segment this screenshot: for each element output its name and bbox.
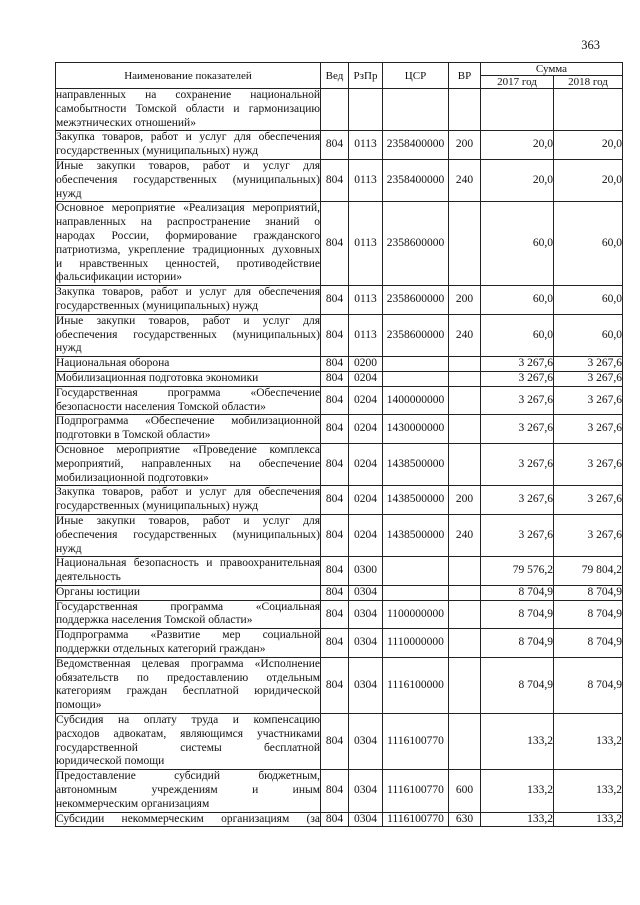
rzpr-cell: 0200 xyxy=(349,357,383,372)
row-name-line: направленных на распространение знаний о xyxy=(56,216,320,229)
csr-cell xyxy=(383,89,449,131)
rzpr-cell: 0113 xyxy=(349,202,383,286)
table-row xyxy=(56,202,623,286)
ved-cell: 804 xyxy=(321,443,349,485)
rzpr-cell: 0204 xyxy=(349,514,383,556)
table-row xyxy=(56,629,623,658)
row-name-line: нужд xyxy=(56,342,82,355)
header-2018: 2018 год xyxy=(554,76,623,89)
row-name-line: нужд xyxy=(56,542,82,555)
vr-cell xyxy=(449,585,481,600)
vr-cell xyxy=(449,415,481,444)
sum-2018-cell: 3 267,6 xyxy=(554,486,623,515)
table-row xyxy=(56,486,623,515)
ved-cell: 804 xyxy=(321,770,349,812)
row-name-cell xyxy=(56,557,321,586)
rzpr-cell xyxy=(349,89,383,131)
row-name-line: Субсидии некоммерческим организациям (за xyxy=(56,812,320,825)
row-name-line: Предоставление субсидий бюджетным, xyxy=(56,770,320,783)
row-name-line: категориям граждан бесплатной юридической xyxy=(56,685,320,698)
ved-cell: 804 xyxy=(321,371,349,386)
row-name-cell xyxy=(56,314,321,356)
sum-2018-cell: 8 704,9 xyxy=(554,657,623,713)
sum-2018-cell: 60,0 xyxy=(554,202,623,286)
row-name-line: государственных (муниципальных) нужд xyxy=(56,500,259,513)
table-row xyxy=(56,514,623,556)
sum-2017-cell: 8 704,9 xyxy=(481,585,554,600)
header-2017: 2017 год xyxy=(481,76,554,89)
sum-2017-cell: 79 576,2 xyxy=(481,557,554,586)
row-name-cell xyxy=(56,357,321,372)
row-name-line: Закупка товаров, работ и услуг для обеспечения xyxy=(56,131,320,144)
row-name-line: Иные закупки товаров, работ и услуг для xyxy=(56,159,320,172)
rzpr-cell: 0204 xyxy=(349,386,383,415)
row-name-line: государственной системы бесплатной xyxy=(56,741,320,754)
sum-2018-cell: 20,0 xyxy=(554,131,623,160)
row-name-line: обеспечения государственных (муниципальных) xyxy=(56,528,320,541)
header-vr: ВР xyxy=(449,63,481,89)
table-row xyxy=(56,657,623,713)
sum-2017-cell: 8 704,9 xyxy=(481,629,554,658)
csr-cell xyxy=(383,557,449,586)
rzpr-cell: 0304 xyxy=(349,714,383,770)
rzpr-cell: 0304 xyxy=(349,629,383,658)
row-name-line: расходов адвокатам, являющимся участниками xyxy=(56,727,320,740)
ved-cell: 804 xyxy=(321,714,349,770)
table-row xyxy=(56,371,623,386)
vr-cell: 630 xyxy=(449,812,481,827)
ved-cell: 804 xyxy=(321,314,349,356)
row-name-line: самобытности Томской области и гармонизацию xyxy=(56,102,320,115)
vr-cell xyxy=(449,557,481,586)
sum-2017-cell: 3 267,6 xyxy=(481,357,554,372)
row-name-line: обеспечения государственных (муниципальных) xyxy=(56,328,320,341)
table-row xyxy=(56,600,623,629)
ved-cell: 804 xyxy=(321,629,349,658)
sum-2017-cell: 133,2 xyxy=(481,770,554,812)
row-name-line: Закупка товаров, работ и услуг для обеспечения xyxy=(56,486,320,499)
csr-cell: 2358600000 xyxy=(383,202,449,286)
sum-2017-cell: 60,0 xyxy=(481,314,554,356)
row-name-line: Государственная программа «Обеспечение xyxy=(56,386,320,399)
row-name-cell xyxy=(56,812,321,827)
table-row xyxy=(56,357,623,372)
row-name-cell xyxy=(56,585,321,600)
row-name-line: мероприятий, направленных на обеспечение xyxy=(56,457,320,470)
row-name-line: некоммерческим организациям xyxy=(56,797,210,810)
table-row xyxy=(56,314,623,356)
row-name-line: обеспечения государственных (муниципальных) xyxy=(56,173,320,186)
row-name-line: Национальная оборона xyxy=(56,357,170,370)
row-name-line: Ведомственная целевая программа «Исполнение xyxy=(56,657,320,670)
vr-cell: 240 xyxy=(449,159,481,201)
header-row xyxy=(56,63,623,76)
csr-cell: 1430000000 xyxy=(383,415,449,444)
vr-cell: 200 xyxy=(449,486,481,515)
sum-2018-cell: 60,0 xyxy=(554,314,623,356)
row-name-cell xyxy=(56,657,321,713)
sum-2017-cell: 8 704,9 xyxy=(481,657,554,713)
csr-cell: 1438500000 xyxy=(383,443,449,485)
rzpr-cell: 0113 xyxy=(349,159,383,201)
vr-cell xyxy=(449,371,481,386)
row-name-cell xyxy=(56,600,321,629)
sum-2017-cell: 8 704,9 xyxy=(481,600,554,629)
table-row xyxy=(56,131,623,160)
csr-cell: 1116100770 xyxy=(383,770,449,812)
row-name-line: патриотизма, укрепление традиционных духовных xyxy=(56,243,320,256)
row-name-cell xyxy=(56,443,321,485)
rzpr-cell: 0113 xyxy=(349,314,383,356)
csr-cell: 1438500000 xyxy=(383,486,449,515)
csr-cell: 1100000000 xyxy=(383,600,449,629)
ved-cell: 804 xyxy=(321,202,349,286)
row-name-line: деятельность xyxy=(56,571,121,584)
row-name-line: Государственная программа «Социальная xyxy=(56,600,320,613)
row-name-line: народах России, формирование гражданского xyxy=(56,229,320,242)
row-name-line: Закупка товаров, работ и услуг для обеспечения xyxy=(56,286,320,299)
row-name-cell xyxy=(56,629,321,658)
row-name-line: Органы юстиции xyxy=(56,585,140,598)
table-row xyxy=(56,286,623,315)
vr-cell xyxy=(449,357,481,372)
ved-cell: 804 xyxy=(321,415,349,444)
row-name-line: межэтнических отношений» xyxy=(56,116,196,129)
sum-2018-cell: 20,0 xyxy=(554,159,623,201)
row-name-cell xyxy=(56,770,321,812)
sum-2017-cell: 3 267,6 xyxy=(481,443,554,485)
row-name-cell xyxy=(56,714,321,770)
sum-2018-cell: 133,2 xyxy=(554,812,623,827)
rzpr-cell: 0304 xyxy=(349,770,383,812)
sum-2017-cell: 60,0 xyxy=(481,286,554,315)
ved-cell: 804 xyxy=(321,812,349,827)
rzpr-cell: 0204 xyxy=(349,371,383,386)
sum-2018-cell: 8 704,9 xyxy=(554,600,623,629)
vr-cell xyxy=(449,202,481,286)
ved-cell: 804 xyxy=(321,514,349,556)
sum-2017-cell: 3 267,6 xyxy=(481,415,554,444)
row-name-line: Основное мероприятие «Проведение комплекса xyxy=(56,443,320,456)
ved-cell: 804 xyxy=(321,657,349,713)
row-name-line: обязательств по предоставлению отдельным xyxy=(56,671,320,684)
ved-cell: 804 xyxy=(321,585,349,600)
row-name-cell xyxy=(56,89,321,131)
ved-cell: 804 xyxy=(321,286,349,315)
sum-2017-cell: 133,2 xyxy=(481,714,554,770)
csr-cell xyxy=(383,585,449,600)
rzpr-cell: 0304 xyxy=(349,812,383,827)
vr-cell xyxy=(449,89,481,131)
rzpr-cell: 0204 xyxy=(349,486,383,515)
row-name-line: Иные закупки товаров, работ и услуг для xyxy=(56,314,320,327)
header-rzpr: РзПр xyxy=(349,63,383,89)
sum-2017-cell: 3 267,6 xyxy=(481,386,554,415)
ved-cell: 804 xyxy=(321,131,349,160)
table-row xyxy=(56,386,623,415)
csr-cell: 1110000000 xyxy=(383,629,449,658)
rzpr-cell: 0304 xyxy=(349,657,383,713)
sum-2018-cell: 133,2 xyxy=(554,714,623,770)
row-name-line: мобилизационной подготовки» xyxy=(56,471,209,484)
ved-cell: 804 xyxy=(321,600,349,629)
rzpr-cell: 0204 xyxy=(349,443,383,485)
csr-cell: 1116100770 xyxy=(383,812,449,827)
row-name-line: Субсидия на оплату труда и компенсацию xyxy=(56,714,320,727)
table-row xyxy=(56,714,623,770)
row-name-cell xyxy=(56,415,321,444)
header-ved: Вед xyxy=(321,63,349,89)
sum-2018-cell: 3 267,6 xyxy=(554,415,623,444)
row-name-cell xyxy=(56,159,321,201)
row-name-line: Основное мероприятие «Реализация мероприятий, xyxy=(56,202,320,215)
sum-2017-cell: 133,2 xyxy=(481,812,554,827)
csr-cell: 1116100770 xyxy=(383,714,449,770)
rzpr-cell: 0304 xyxy=(349,600,383,629)
rzpr-cell: 0113 xyxy=(349,131,383,160)
row-name-cell xyxy=(56,131,321,160)
row-name-line: поддержка населения Томской области» xyxy=(56,614,253,627)
vr-cell: 240 xyxy=(449,514,481,556)
row-name-cell xyxy=(56,386,321,415)
sum-2018-cell: 3 267,6 xyxy=(554,443,623,485)
row-name-line: безопасности населения Томской области» xyxy=(56,400,266,413)
vr-cell xyxy=(449,657,481,713)
row-name-line: Иные закупки товаров, работ и услуг для xyxy=(56,514,320,527)
row-name-cell xyxy=(56,286,321,315)
ved-cell xyxy=(321,89,349,131)
sum-2018-cell xyxy=(554,89,623,131)
csr-cell: 2358400000 xyxy=(383,159,449,201)
csr-cell: 2358600000 xyxy=(383,286,449,315)
sum-2017-cell: 20,0 xyxy=(481,131,554,160)
ved-cell: 804 xyxy=(321,557,349,586)
rzpr-cell: 0113 xyxy=(349,286,383,315)
table-header xyxy=(56,63,623,89)
vr-cell xyxy=(449,443,481,485)
row-name-line: подготовки в Томской области» xyxy=(56,429,211,442)
page-number: 363 xyxy=(581,38,600,52)
table-row xyxy=(56,415,623,444)
table-body xyxy=(56,89,623,827)
ved-cell: 804 xyxy=(321,386,349,415)
row-name-line: Мобилизационная подготовка экономики xyxy=(56,371,259,384)
csr-cell: 2358600000 xyxy=(383,314,449,356)
table-row xyxy=(56,812,623,827)
sum-2018-cell: 3 267,6 xyxy=(554,386,623,415)
vr-cell: 240 xyxy=(449,314,481,356)
sum-2018-cell: 60,0 xyxy=(554,286,623,315)
header-sum: Сумма xyxy=(481,63,623,76)
table-row xyxy=(56,443,623,485)
csr-cell xyxy=(383,371,449,386)
table-row xyxy=(56,159,623,201)
row-name-line: государственных (муниципальных) нужд xyxy=(56,145,259,158)
sum-2017-cell: 3 267,6 xyxy=(481,486,554,515)
ved-cell: 804 xyxy=(321,486,349,515)
row-name-cell xyxy=(56,371,321,386)
row-name-line: поддержки отдельных категорий граждан» xyxy=(56,643,266,656)
sum-2018-cell: 3 267,6 xyxy=(554,357,623,372)
row-name-line: автономным учреждениям и иным xyxy=(56,784,320,797)
sum-2018-cell: 8 704,9 xyxy=(554,629,623,658)
rzpr-cell: 0204 xyxy=(349,415,383,444)
row-name-line: помощи» xyxy=(56,699,102,712)
row-name-line: государственных (муниципальных) нужд xyxy=(56,299,259,312)
csr-cell: 1400000000 xyxy=(383,386,449,415)
table-row xyxy=(56,557,623,586)
csr-cell xyxy=(383,357,449,372)
row-name-line: и нравственных ценностей, противодействие xyxy=(56,257,320,270)
sum-2018-cell: 3 267,6 xyxy=(554,371,623,386)
csr-cell: 1116100000 xyxy=(383,657,449,713)
rzpr-cell: 0304 xyxy=(349,585,383,600)
table-row xyxy=(56,770,623,812)
budget-table xyxy=(55,62,623,827)
header-name: Наименование показателей xyxy=(56,63,321,89)
row-name-line: фальсификации истории» xyxy=(56,271,183,284)
vr-cell xyxy=(449,386,481,415)
table-row xyxy=(56,585,623,600)
sum-2017-cell: 3 267,6 xyxy=(481,514,554,556)
sum-2017-cell: 20,0 xyxy=(481,159,554,201)
sum-2017-cell xyxy=(481,89,554,131)
row-name-cell xyxy=(56,202,321,286)
row-name-line: нужд xyxy=(56,187,82,200)
sum-2017-cell: 60,0 xyxy=(481,202,554,286)
table-row xyxy=(56,89,623,131)
row-name-line: Подпрограмма «Обеспечение мобилизационной xyxy=(56,415,320,428)
vr-cell xyxy=(449,629,481,658)
csr-cell: 1438500000 xyxy=(383,514,449,556)
row-name-line: Подпрограмма «Развитие мер социальной xyxy=(56,629,320,642)
sum-2018-cell: 8 704,9 xyxy=(554,585,623,600)
ved-cell: 804 xyxy=(321,357,349,372)
row-name-cell xyxy=(56,514,321,556)
vr-cell: 200 xyxy=(449,131,481,160)
rzpr-cell: 0300 xyxy=(349,557,383,586)
csr-cell: 2358400000 xyxy=(383,131,449,160)
row-name-line: юридической помощи xyxy=(56,755,165,768)
sum-2018-cell: 3 267,6 xyxy=(554,514,623,556)
header-csr: ЦСР xyxy=(383,63,449,89)
vr-cell: 600 xyxy=(449,770,481,812)
sum-2018-cell: 79 804,2 xyxy=(554,557,623,586)
row-name-line: направленных на сохранение национальной xyxy=(56,89,320,101)
vr-cell xyxy=(449,714,481,770)
row-name-line: Национальная безопасность и правоохранительная xyxy=(56,557,320,570)
row-name-cell xyxy=(56,486,321,515)
vr-cell xyxy=(449,600,481,629)
vr-cell: 200 xyxy=(449,286,481,315)
sum-2018-cell: 133,2 xyxy=(554,770,623,812)
ved-cell: 804 xyxy=(321,159,349,201)
sum-2017-cell: 3 267,6 xyxy=(481,371,554,386)
